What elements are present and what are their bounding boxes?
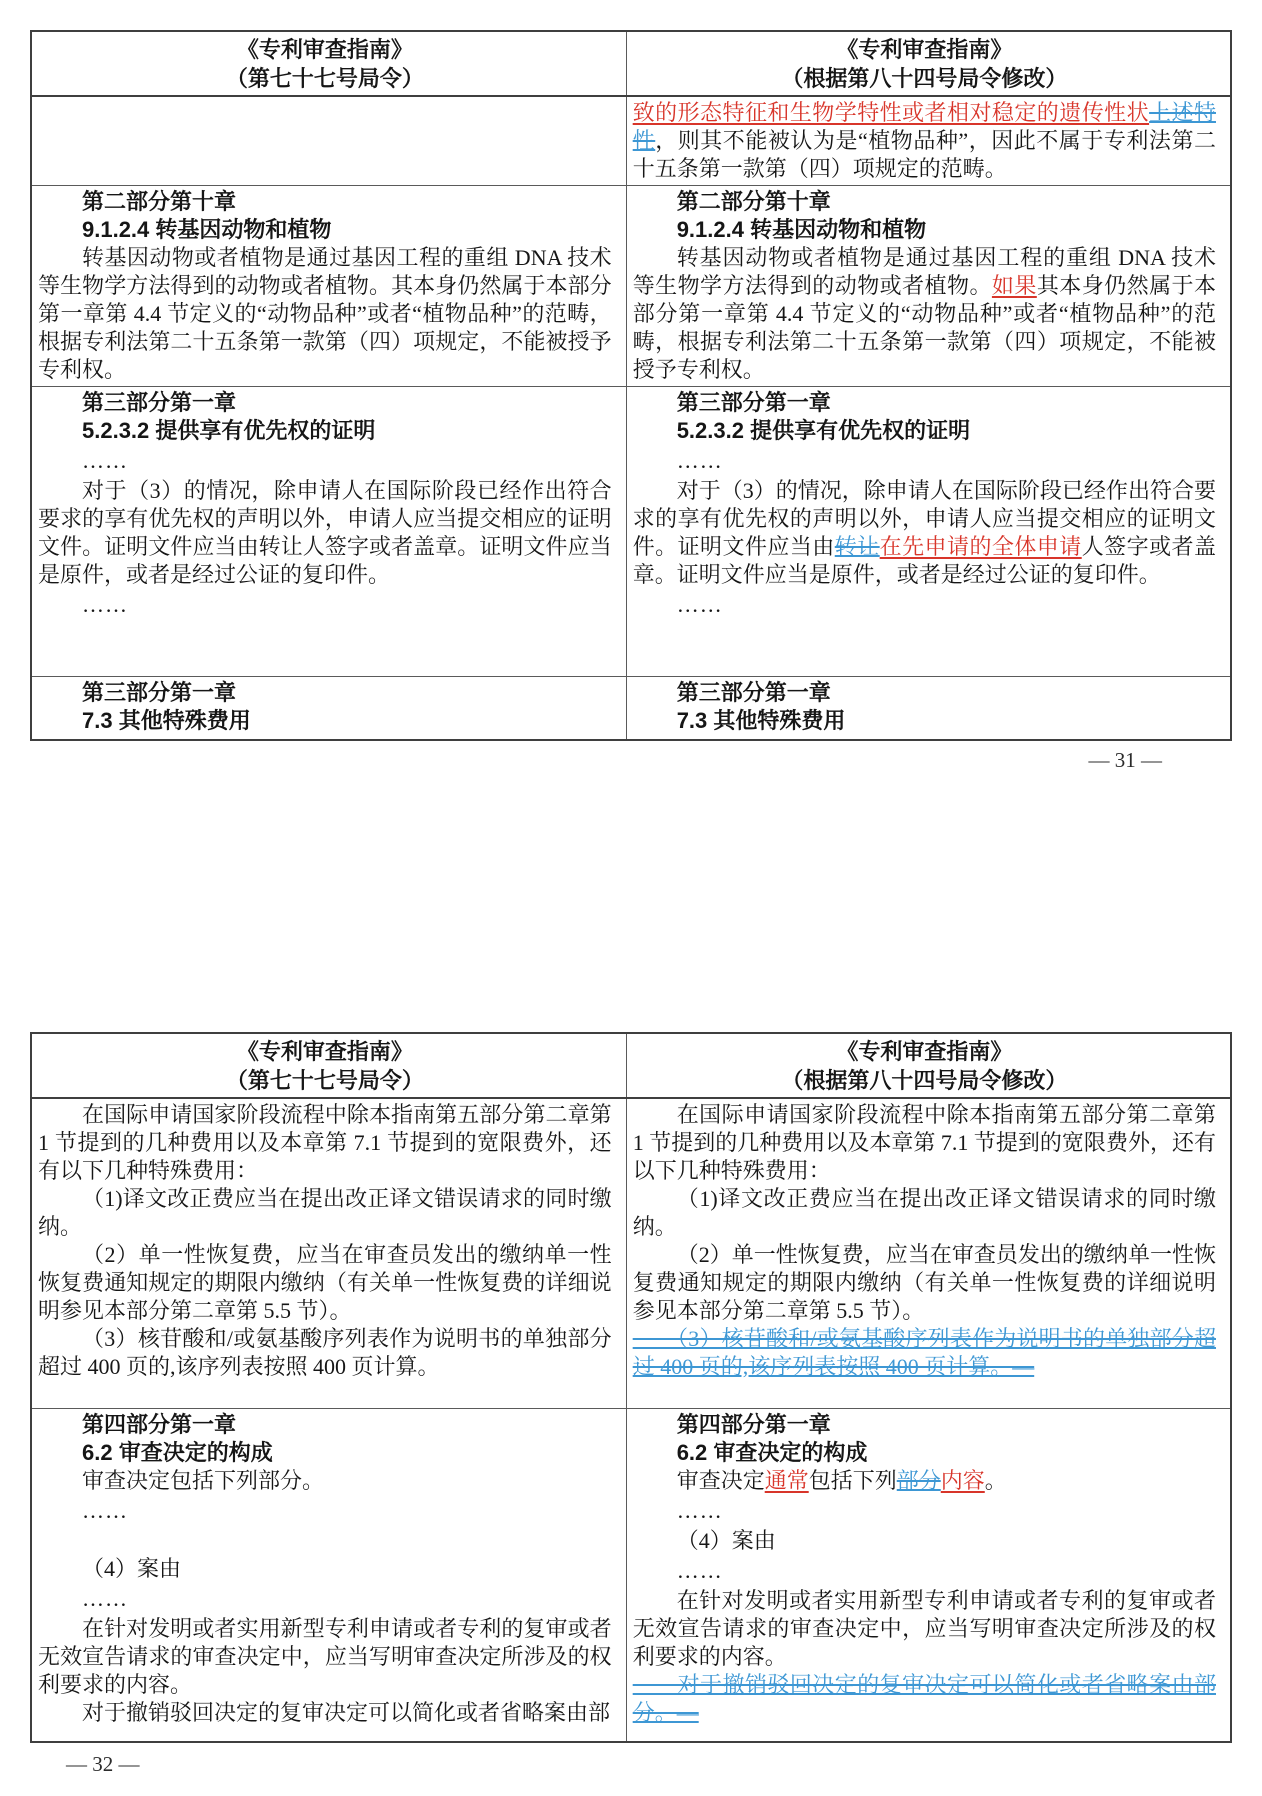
paragraph [38, 1185, 612, 1241]
section-heading [633, 1411, 1216, 1439]
section-heading [38, 188, 612, 216]
text-run: 第三部分第一章 [676, 680, 831, 705]
page-number: — 32 — [66, 1752, 140, 1776]
paragraph [633, 447, 1216, 475]
header-title: 《专利审查指南》 [836, 37, 1013, 62]
text-run: 第三部分第一章 [82, 390, 237, 415]
old-version-cell [31, 387, 626, 677]
header-title: 《专利审查指南》 [836, 1039, 1013, 1064]
deleted-text: （3）核苷酸和/或氨基酸序列表作为说明书的单独部分超过 400 页的,该序列表按照 400 页计算。— [632, 1326, 1216, 1379]
text-run: 在国际申请国家阶段流程中除本指南第五部分第二章第 1 节提到的几种费用以及本章第 7.1 节提到的宽限费外，还有以下几种特殊费用： [38, 1102, 612, 1183]
deleted-text: 部分 [896, 1467, 941, 1493]
text-run: …… [82, 448, 128, 473]
paragraph [633, 591, 1216, 619]
text-run: 6.2 审查决定的构成 [82, 1439, 273, 1465]
header-title: 《专利审查指南》 [236, 1039, 413, 1064]
column-header-new-version [626, 1033, 1231, 1098]
text-run: …… [82, 1585, 128, 1611]
text-run: （2）单一性恢复费，应当在审查员发出的缴纳单一性恢复费通知规定的期限内缴纳（有关单一性恢复费的详细说明参见本部分第二章第 5.5 节）。 [632, 1242, 1216, 1323]
text-run: …… [82, 1497, 128, 1523]
paragraph [38, 1615, 612, 1699]
paragraph [38, 1699, 612, 1727]
text-run: …… [676, 448, 723, 473]
deleted-text: 对于撤销驳回决定的复审决定可以简化或者省略案由部分。— [632, 1671, 1216, 1725]
old-version-cell [31, 677, 626, 740]
text-run: （3）核苷酸和/或氨基酸序列表作为说明书的单独部分超过 400 页的,该序列表按照 400 页计算。 [38, 1326, 612, 1379]
new-version-cell [626, 387, 1231, 677]
text-run: ，则其不能被认为是“植物品种”，因此不属于专利法第二十五条第一款第（四）项规定的范畴。 [632, 128, 1216, 181]
header-subtitle: （根据第八十四号局令修改） [781, 66, 1068, 91]
page-number: — 31 — [1088, 748, 1162, 772]
new-version-cell [626, 186, 1231, 387]
text-run: 第二部分第十章 [82, 189, 237, 214]
text-run: 9.1.2.4 转基因动物和植物 [676, 217, 927, 242]
paragraph [633, 477, 1216, 589]
paragraph [633, 1497, 1216, 1525]
text-run: 其本身仍然属于本部分第一章第 4.4 节定义的“动物品种”或者“植物品种”的范畴，根据专利法第二十五条第一款第（四）项规定，不能被授予专利权。 [632, 273, 1216, 382]
section-heading [633, 679, 1216, 707]
column-header-old-version [31, 1033, 626, 1098]
text-run: 7.3 其他特殊费用 [82, 708, 251, 733]
text-run: 第二部分第十章 [676, 189, 831, 214]
paragraph [38, 477, 612, 589]
inserted-text: 内容 [940, 1467, 985, 1493]
text-run: 5.2.3.2 提供享有优先权的证明 [676, 418, 971, 443]
old-version-cell [31, 96, 626, 186]
paragraph [633, 1325, 1216, 1381]
header-title: 《专利审查指南》 [236, 37, 413, 62]
paragraph [38, 1527, 612, 1555]
section-heading [38, 216, 612, 244]
section-heading [38, 707, 612, 735]
header-subtitle: （第七十七号局令） [225, 66, 424, 91]
column-header-old-version [31, 31, 626, 96]
text-run: 对于撤销驳回决定的复审决定可以简化或者省略案由部 [82, 1699, 611, 1725]
new-version-cell [626, 677, 1231, 740]
text-run: （4）案由 [82, 1555, 182, 1581]
text-run: 包括下列 [808, 1467, 897, 1493]
paragraph [38, 1555, 612, 1583]
text-run: 6.2 审查决定的构成 [676, 1439, 868, 1465]
paragraph [633, 1467, 1216, 1495]
deleted-text: 转让 [834, 534, 880, 559]
old-version-cell [31, 186, 626, 387]
paragraph [633, 1101, 1216, 1185]
section-heading [633, 417, 1216, 445]
paragraph [633, 1527, 1216, 1555]
text-run: 审查决定包括下列部分。 [82, 1467, 325, 1493]
text-run: 第四部分第一章 [676, 1411, 831, 1437]
section-heading [633, 1439, 1216, 1467]
text-run: 转基因动物或者植物是通过基因工程的重组 DNA 技术等生物学方法得到的动物或者植物。 [632, 245, 1216, 298]
section-heading [38, 679, 612, 707]
paragraph [633, 1671, 1216, 1727]
comparison-table-page31 [30, 30, 1232, 741]
paragraph [633, 1557, 1216, 1585]
text-run: 审查决定 [676, 1467, 765, 1493]
paragraph [38, 1467, 612, 1495]
table-row [31, 186, 1231, 387]
text-run: 5.2.3.2 提供享有优先权的证明 [82, 418, 376, 443]
text-run: 转基因动物或者植物是通过基因工程的重组 DNA 技术等生物学方法得到的动物或者植物。其本身仍然属于本部分第一章第 4.4 节定义的“动物品种”或者“植物品种”的范畴，根据专利法第二十五条第一款第（四）项规定，不能被授予专利权。 [38, 245, 612, 382]
header-row [31, 1033, 1231, 1098]
section-heading [38, 389, 612, 417]
new-version-cell [626, 1098, 1231, 1408]
text-run: 9.1.2.4 转基因动物和植物 [82, 217, 332, 242]
header-subtitle: （根据第八十四号局令修改） [781, 1068, 1068, 1093]
text-run: 在针对发明或者实用新型专利申请或者专利的复审或者无效宣告请求的审查决定中，应当写明审查决定所涉及的权利要求的内容。 [38, 1615, 612, 1697]
paragraph [633, 1587, 1216, 1671]
section-heading [633, 216, 1216, 244]
text-run: （1)译文改正费应当在提出改正译文错误请求的同时缴纳。 [632, 1186, 1216, 1239]
table-row [31, 387, 1231, 677]
deleted-text: 上述特性 [632, 100, 1216, 153]
paragraph [633, 1185, 1216, 1241]
comparison-table-page32 [30, 1032, 1232, 1743]
paragraph [38, 244, 612, 384]
inserted-text: 通常 [764, 1467, 809, 1493]
table-row [31, 1098, 1231, 1408]
new-version-cell [626, 96, 1231, 186]
paragraph [633, 1241, 1216, 1325]
inserted-text: 在先申请的全体申请 [879, 534, 1082, 559]
inserted-text: 如果 [991, 273, 1037, 298]
text-run: …… [676, 592, 723, 617]
text-run: （1)译文改正费应当在提出改正译文错误请求的同时缴纳。 [38, 1186, 612, 1239]
text-run: 第三部分第一章 [82, 680, 237, 705]
text-run: 在国际申请国家阶段流程中除本指南第五部分第二章第 1 节提到的几种费用以及本章第 7.1 节提到的宽限费外，还有以下几种特殊费用： [632, 1102, 1216, 1183]
section-heading [633, 707, 1216, 735]
paragraph [38, 1241, 612, 1325]
text-run: …… [82, 592, 128, 617]
old-version-cell [31, 1408, 626, 1742]
paragraph [38, 1585, 612, 1613]
old-version-cell [31, 1098, 626, 1408]
text-run: （2）单一性恢复费，应当在审查员发出的缴纳单一性恢复费通知规定的期限内缴纳（有关单一性恢复费的详细说明参见本部分第二章第 5.5 节）。 [38, 1242, 612, 1323]
text-run: 对于（3）的情况，除申请人在国际阶段已经作出符合要求的享有优先权的声明以外，申请人应当提交相应的证明文件。证明文件应当由 [632, 478, 1216, 559]
section-heading [38, 1439, 612, 1467]
paragraph [633, 244, 1216, 384]
paragraph [38, 591, 612, 619]
paragraph [38, 1325, 612, 1381]
column-header-new-version [626, 31, 1231, 96]
text-run: …… [676, 1497, 723, 1523]
header-subtitle: （第七十七号局令） [225, 1068, 424, 1093]
text-run: 7.3 其他特殊费用 [676, 708, 846, 733]
section-heading [633, 188, 1216, 216]
paragraph [38, 1101, 612, 1185]
text-run: 第四部分第一章 [82, 1411, 237, 1437]
text-run: 。 [984, 1467, 1007, 1493]
text-run: 人签字或者盖章。证明文件应当是原件，或者是经过公证的复印件。 [632, 534, 1216, 587]
header-row [31, 31, 1231, 96]
table-row [31, 96, 1231, 186]
text-run: 在针对发明或者实用新型专利申请或者专利的复审或者无效宣告请求的审查决定中，应当写明审查决定所涉及的权利要求的内容。 [632, 1587, 1216, 1669]
paragraph [633, 99, 1216, 183]
table-row [31, 677, 1231, 740]
paragraph [38, 1497, 612, 1525]
section-heading [38, 417, 612, 445]
section-heading [38, 1411, 612, 1439]
text-run: （4）案由 [676, 1527, 776, 1553]
inserted-text: 致的形态特征和生物学特性或者相对稳定的遗传性状 [632, 100, 1150, 125]
table-row [31, 1408, 1231, 1742]
new-version-cell [626, 1408, 1231, 1742]
text-run: 对于（3）的情况，除申请人在国际阶段已经作出符合要求的享有优先权的声明以外，申请人应当提交相应的证明文件。证明文件应当由转让人签字或者盖章。证明文件应当是原件，或者是经过公证的复印件。 [38, 478, 612, 587]
section-heading [633, 389, 1216, 417]
paragraph [38, 447, 612, 475]
text-run: 第三部分第一章 [676, 390, 831, 415]
text-run: …… [676, 1557, 723, 1583]
